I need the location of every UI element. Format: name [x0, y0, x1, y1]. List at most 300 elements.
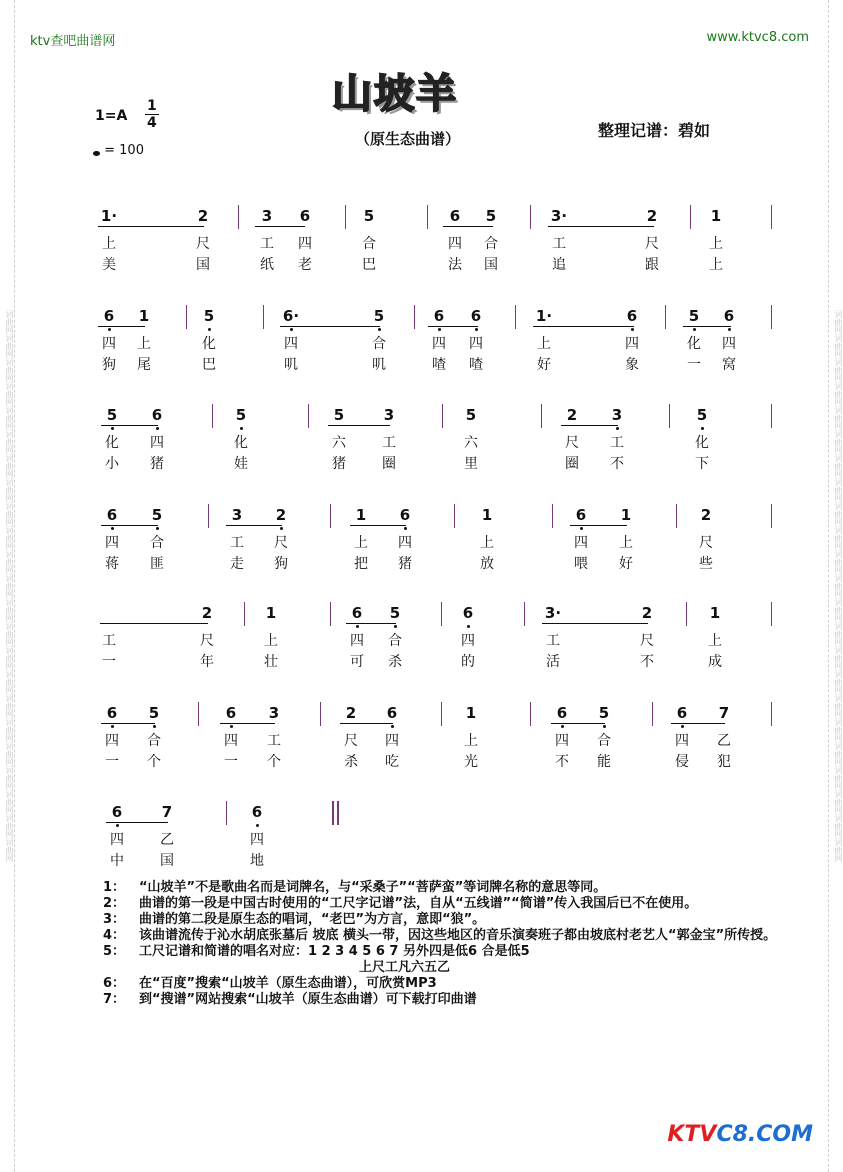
jianpu-note: 5	[370, 307, 388, 325]
lyric-character: 叽	[372, 357, 386, 373]
lyric-character: 喂	[574, 556, 588, 572]
time-signature	[145, 98, 159, 131]
gongche-syllable: 上	[137, 336, 151, 352]
beam-line	[561, 425, 618, 426]
jianpu-note: 3	[383, 406, 395, 424]
jianpu-note: 2	[566, 406, 578, 424]
tempo-value: = 100	[104, 143, 144, 158]
low-octave-dot	[394, 625, 397, 628]
gongche-syllable: 工	[610, 435, 624, 451]
subtitle: （原生态曲谱）	[355, 130, 461, 148]
low-octave-dot	[156, 527, 159, 530]
jianpu-note: 6	[108, 803, 126, 821]
lyric-character: 杀	[388, 654, 402, 670]
gongche-syllable: 乙	[717, 733, 731, 749]
lyric-character: 国	[160, 853, 174, 869]
gongche-syllable: 工	[552, 236, 566, 252]
lyric-character: 圈	[565, 456, 579, 472]
beam-line	[551, 723, 605, 724]
bar-line	[441, 602, 442, 626]
jianpu-note: 2	[345, 704, 357, 722]
lyric-character: 叽	[284, 357, 298, 373]
lyric-character: 跟	[645, 257, 659, 273]
score-row	[0, 799, 843, 879]
gongche-syllable: 化	[105, 435, 119, 451]
jianpu-note: 6	[572, 506, 590, 524]
gongche-syllable: 尺	[196, 236, 210, 252]
key-signature: 1=A	[95, 108, 128, 124]
low-octave-dot	[378, 328, 381, 331]
left-watermark-text: 词曲网词曲网词曲网词曲网词曲网词曲网词曲网词曲网词曲网词曲网词曲网词曲网词曲网词曲网词曲网词曲网词曲网词曲网词曲网词曲网词曲网词曲网词曲网	[5, 310, 14, 862]
jianpu-note: 3	[608, 406, 626, 424]
jianpu-note: 7	[718, 704, 730, 722]
jianpu-note: 5	[386, 604, 404, 622]
gongche-syllable: 尺	[640, 633, 654, 649]
left-margin-border	[14, 0, 29, 1172]
gongche-syllable: 尺	[274, 535, 288, 551]
final-bar-line	[337, 801, 339, 825]
footnote-item	[103, 976, 808, 992]
bar-line	[771, 205, 772, 229]
beam-line	[101, 425, 158, 426]
gongche-syllable: 合	[362, 236, 376, 252]
tempo-marking	[93, 143, 144, 158]
jianpu-note: 3	[268, 704, 280, 722]
jianpu-note: 6	[396, 506, 414, 524]
lyric-character: 走	[230, 556, 244, 572]
low-octave-dot	[280, 527, 283, 530]
gongche-syllable: 工	[267, 733, 281, 749]
lyric-character: 不	[610, 456, 624, 472]
lyric-character: 美	[102, 257, 116, 273]
lyric-character: 里	[464, 456, 478, 472]
gongche-syllable: 四	[224, 733, 238, 749]
lyric-character: 巴	[202, 357, 216, 373]
gongche-syllable: 合	[597, 733, 611, 749]
jianpu-note: 5	[485, 207, 497, 225]
song-title: 山坡羊	[332, 71, 458, 117]
lyric-character: 犯	[717, 754, 731, 770]
footnote-index: 5：	[103, 944, 126, 959]
bar-line	[552, 504, 553, 528]
low-octave-dot	[256, 824, 259, 827]
low-octave-dot	[230, 725, 233, 728]
lyric-character: 不	[640, 654, 654, 670]
jianpu-note: 1	[355, 506, 367, 524]
time-denominator: 4	[147, 115, 157, 131]
lyric-character: 个	[147, 754, 161, 770]
score-row	[0, 502, 843, 582]
jianpu-note: 6	[673, 704, 691, 722]
gongche-syllable: 化	[234, 435, 248, 451]
jianpu-note: 6	[348, 604, 366, 622]
lyric-character: 老	[298, 257, 312, 273]
gongche-syllable: 工	[382, 435, 396, 451]
site-url[interactable]: www.ktvc8.com	[706, 30, 809, 45]
low-octave-dot	[467, 625, 470, 628]
footnote-text: 到“搜谱”网站搜索“山坡羊（原生态曲谱）可下载打印曲谱	[139, 992, 477, 1007]
bar-line	[652, 702, 653, 726]
jianpu-note: 6	[467, 307, 485, 325]
jianpu-note: 2	[700, 506, 712, 524]
beam-line	[98, 226, 204, 227]
lyric-character: 猪	[150, 456, 164, 472]
site-logo[interactable]	[667, 1122, 813, 1147]
bar-line	[530, 205, 531, 229]
footnote-item	[103, 912, 808, 928]
low-octave-dot	[356, 625, 359, 628]
low-octave-dot	[438, 328, 441, 331]
lyric-character: 年	[200, 654, 214, 670]
footnote-index: 1：	[103, 880, 126, 895]
footnote-index	[103, 960, 139, 976]
bar-line	[676, 504, 677, 528]
jianpu-note: 3·	[550, 207, 568, 225]
jianpu-note: 6	[100, 307, 118, 325]
bar-line	[244, 602, 245, 626]
beam-line	[328, 425, 390, 426]
low-octave-dot	[631, 328, 634, 331]
gongche-syllable: 上	[619, 535, 633, 551]
footnote-index: 2：	[103, 896, 126, 911]
lyric-character: 好	[619, 556, 633, 572]
bar-line	[442, 404, 443, 428]
gongche-syllable: 上	[708, 633, 722, 649]
bar-line	[771, 702, 772, 726]
lyric-character: 纸	[260, 257, 274, 273]
lyric-character: 不	[555, 754, 569, 770]
footnote-index: 6：	[103, 976, 126, 991]
lyric-character: 吃	[385, 754, 399, 770]
gongche-syllable: 合	[372, 336, 386, 352]
gongche-syllable: 四	[110, 832, 124, 848]
lyric-character: 一	[105, 754, 119, 770]
beam-line	[220, 723, 275, 724]
gongche-syllable: 尺	[344, 733, 358, 749]
gongche-syllable: 上	[354, 535, 368, 551]
lyric-character: 杀	[344, 754, 358, 770]
jianpu-note: 6	[383, 704, 401, 722]
lyric-character: 些	[699, 556, 713, 572]
footnote-text: 曲谱的第二段是原生态的唱词，“老巴”为方言，意即“狼”。	[139, 912, 486, 927]
lyric-character: 喳	[432, 357, 446, 373]
gongche-syllable: 六	[464, 435, 478, 451]
bar-line	[330, 602, 331, 626]
gongche-syllable: 四	[284, 336, 298, 352]
jianpu-note: 6	[299, 207, 311, 225]
bar-line	[771, 504, 772, 528]
jianpu-note: 7	[161, 803, 173, 821]
jianpu-note: 5	[145, 704, 163, 722]
bar-line	[524, 602, 525, 626]
gongche-syllable: 上	[480, 535, 494, 551]
footnote-index: 7：	[103, 992, 126, 1007]
lyric-character: 尾	[137, 357, 151, 373]
footnote-item	[103, 960, 808, 976]
gongche-syllable: 上	[709, 236, 723, 252]
gongche-syllable: 上	[102, 236, 116, 252]
beam-line	[280, 326, 380, 327]
low-octave-dot	[153, 725, 156, 728]
bar-line	[330, 504, 331, 528]
beam-line	[350, 525, 406, 526]
jianpu-note: 6	[103, 506, 121, 524]
beam-line	[443, 226, 493, 227]
gongche-syllable: 四	[555, 733, 569, 749]
lyric-character: 象	[625, 357, 639, 373]
jianpu-note: 2	[201, 604, 213, 622]
right-watermark-text: 词曲网词曲网词曲网词曲网词曲网词曲网词曲网词曲网词曲网词曲网词曲网词曲网词曲网词曲网词曲网词曲网词曲网词曲网词曲网词曲网词曲网词曲网词曲网	[834, 310, 843, 862]
footnotes	[103, 880, 808, 1008]
jianpu-note: 6	[103, 704, 121, 722]
footnote-text: 该曲谱流传于沁水胡底张墓后 坡底 横头一带，因这些地区的音乐演奏班子都由坡底村老艺人“郭金宝”所传授。	[139, 928, 777, 943]
jianpu-note: 1	[620, 506, 632, 524]
low-octave-dot	[391, 725, 394, 728]
jianpu-note: 1	[138, 307, 150, 325]
low-octave-dot	[475, 328, 478, 331]
bar-line	[771, 602, 772, 626]
gongche-syllable: 化	[687, 336, 701, 352]
low-octave-dot	[290, 328, 293, 331]
jianpu-note: 2	[646, 207, 658, 225]
jianpu-note: 6	[623, 307, 641, 325]
jianpu-note: 3	[231, 506, 243, 524]
bar-line	[186, 305, 187, 329]
lyric-character: 国	[196, 257, 210, 273]
jianpu-note: 6	[720, 307, 738, 325]
low-octave-dot	[681, 725, 684, 728]
jianpu-note: 5	[232, 406, 250, 424]
low-octave-dot	[116, 824, 119, 827]
gongche-syllable: 合	[388, 633, 402, 649]
bar-line	[208, 504, 209, 528]
lyric-character: 把	[354, 556, 368, 572]
jianpu-note: 5	[685, 307, 703, 325]
jianpu-note: 5	[103, 406, 121, 424]
footnote-text: 上尺工凡六五乙	[359, 960, 451, 975]
beam-line	[683, 326, 731, 327]
lyric-character: 匪	[150, 556, 164, 572]
bar-line	[226, 801, 227, 825]
gongche-syllable: 四	[722, 336, 736, 352]
jianpu-note: 3·	[544, 604, 562, 622]
jianpu-note: 3	[261, 207, 273, 225]
gongche-syllable: 四	[398, 535, 412, 551]
jianpu-note: 1	[481, 506, 493, 524]
lyric-character: 壮	[264, 654, 278, 670]
gongche-syllable: 四	[432, 336, 446, 352]
low-octave-dot	[728, 328, 731, 331]
lyric-character: 猪	[398, 556, 412, 572]
jianpu-note: 6	[222, 704, 240, 722]
footnote-item	[103, 944, 808, 960]
gongche-syllable: 四	[385, 733, 399, 749]
lyric-character: 一	[102, 654, 116, 670]
beam-line	[548, 226, 654, 227]
right-margin-border	[814, 0, 829, 1172]
lyric-character: 中	[110, 853, 124, 869]
lyric-character: 活	[546, 654, 560, 670]
lyric-character: 狗	[274, 556, 288, 572]
lyric-character: 蒋	[105, 556, 119, 572]
bar-line	[212, 404, 213, 428]
low-octave-dot	[240, 427, 243, 430]
low-octave-dot	[108, 328, 111, 331]
jianpu-note: 2	[641, 604, 653, 622]
bar-line	[308, 404, 309, 428]
gongche-syllable: 乙	[160, 832, 174, 848]
bar-line	[515, 305, 516, 329]
lyric-character: 放	[480, 556, 494, 572]
quarter-note-icon	[93, 151, 100, 156]
score-row	[0, 600, 843, 680]
jianpu-note: 5	[595, 704, 613, 722]
bar-line	[414, 305, 415, 329]
jianpu-note: 5	[693, 406, 711, 424]
logo-part-1: KTV	[667, 1122, 717, 1147]
jianpu-note: 6	[459, 604, 477, 622]
jianpu-note: 5	[148, 506, 166, 524]
bar-line	[530, 702, 531, 726]
jianpu-note: 1	[465, 704, 477, 722]
beam-line	[101, 723, 155, 724]
beam-line	[106, 822, 168, 823]
low-octave-dot	[208, 328, 211, 331]
logo-part-2: C8.COM	[716, 1122, 813, 1147]
bar-line	[669, 404, 670, 428]
bar-line	[320, 702, 321, 726]
low-octave-dot	[404, 527, 407, 530]
lyric-character: 猪	[332, 456, 346, 472]
jianpu-note: 1	[710, 207, 722, 225]
bar-line	[238, 205, 239, 229]
low-octave-dot	[111, 427, 114, 430]
gongche-syllable: 四	[105, 535, 119, 551]
beam-line	[255, 226, 305, 227]
low-octave-dot	[156, 427, 159, 430]
jianpu-note: 6	[449, 207, 461, 225]
gongche-syllable: 上	[464, 733, 478, 749]
gongche-syllable: 四	[250, 832, 264, 848]
jianpu-note: 1	[709, 604, 721, 622]
gongche-syllable: 四	[625, 336, 639, 352]
bar-line	[441, 702, 442, 726]
gongche-syllable: 工	[230, 535, 244, 551]
lyric-character: 一	[687, 357, 701, 373]
bar-line	[686, 602, 687, 626]
lyric-character: 喳	[469, 357, 483, 373]
lyric-character: 好	[537, 357, 551, 373]
gongche-syllable: 化	[202, 336, 216, 352]
gongche-syllable: 四	[102, 336, 116, 352]
gongche-syllable: 尺	[200, 633, 214, 649]
lyric-character: 可	[350, 654, 364, 670]
footnote-item	[103, 896, 808, 912]
site-name[interactable]: ktv查吧曲谱网	[30, 34, 116, 49]
lyric-character: 成	[708, 654, 722, 670]
beam-line	[340, 723, 393, 724]
footnote-text: “山坡羊”不是歌曲名而是词牌名，与“采桑子”“菩萨蛮”等词牌名称的意思等同。	[139, 880, 607, 895]
score-row	[0, 402, 843, 482]
footnote-index: 3：	[103, 912, 126, 927]
gongche-syllable: 工	[102, 633, 116, 649]
score-row	[0, 303, 843, 383]
footnote-item	[103, 992, 808, 1008]
footnote-text: 曲谱的第一段是中国古时使用的“工尺字记谱”法，自从“五线谱”“简谱”传入我国后已不在使用。	[139, 896, 698, 911]
jianpu-note: 5	[333, 406, 345, 424]
lyric-character: 追	[552, 257, 566, 273]
bar-line	[771, 305, 772, 329]
jianpu-note: 6	[248, 803, 266, 821]
lyric-character: 上	[709, 257, 723, 273]
gongche-syllable: 六	[332, 435, 346, 451]
jianpu-note: 5	[200, 307, 218, 325]
low-octave-dot	[603, 725, 606, 728]
low-octave-dot	[111, 527, 114, 530]
lyric-character: 窝	[722, 357, 736, 373]
lyric-character: 小	[105, 456, 119, 472]
lyric-character: 圈	[382, 456, 396, 472]
gongche-syllable: 四	[105, 733, 119, 749]
jianpu-note: 5	[465, 406, 477, 424]
low-octave-dot	[616, 427, 619, 430]
gongche-syllable: 上	[264, 633, 278, 649]
jianpu-note: 6	[148, 406, 166, 424]
lyric-character: 国	[484, 257, 498, 273]
gongche-syllable: 合	[150, 535, 164, 551]
footnote-text: 在“百度”搜索“山坡羊（原生态曲谱），可欣赏MP3	[139, 976, 437, 991]
bar-line	[454, 504, 455, 528]
beam-line	[100, 623, 208, 624]
beam-line	[98, 326, 145, 327]
bar-line	[427, 205, 428, 229]
beam-line	[542, 623, 648, 624]
gongche-syllable: 四	[574, 535, 588, 551]
footnote-index: 4：	[103, 928, 126, 943]
lyric-character: 个	[267, 754, 281, 770]
lyric-character: 地	[250, 853, 264, 869]
jianpu-note: 6·	[282, 307, 300, 325]
gongche-syllable: 四	[350, 633, 364, 649]
gongche-syllable: 上	[537, 336, 551, 352]
gongche-syllable: 化	[695, 435, 709, 451]
low-octave-dot	[111, 725, 114, 728]
beam-line	[346, 623, 396, 624]
final-bar-line	[332, 801, 334, 825]
lyric-character: 侵	[675, 754, 689, 770]
beam-line	[533, 326, 634, 327]
gongche-syllable: 四	[448, 236, 462, 252]
score-row	[0, 700, 843, 780]
low-octave-dot	[701, 427, 704, 430]
footnote-item	[103, 928, 808, 944]
low-octave-dot	[580, 527, 583, 530]
low-octave-dot	[561, 725, 564, 728]
beam-line	[428, 326, 478, 327]
lyric-character: 光	[464, 754, 478, 770]
bar-line	[541, 404, 542, 428]
gongche-syllable: 四	[675, 733, 689, 749]
beam-line	[101, 525, 158, 526]
gongche-syllable: 四	[150, 435, 164, 451]
footnote-text: 工尺记谱和简谱的唱名对应：1 2 3 4 5 6 7 另外四是低6 合是低5	[139, 944, 530, 959]
bar-line	[690, 205, 691, 229]
gongche-syllable: 尺	[699, 535, 713, 551]
beam-line	[671, 723, 725, 724]
jianpu-note: 2	[272, 506, 290, 524]
gongche-syllable: 合	[484, 236, 498, 252]
beam-line	[570, 525, 627, 526]
